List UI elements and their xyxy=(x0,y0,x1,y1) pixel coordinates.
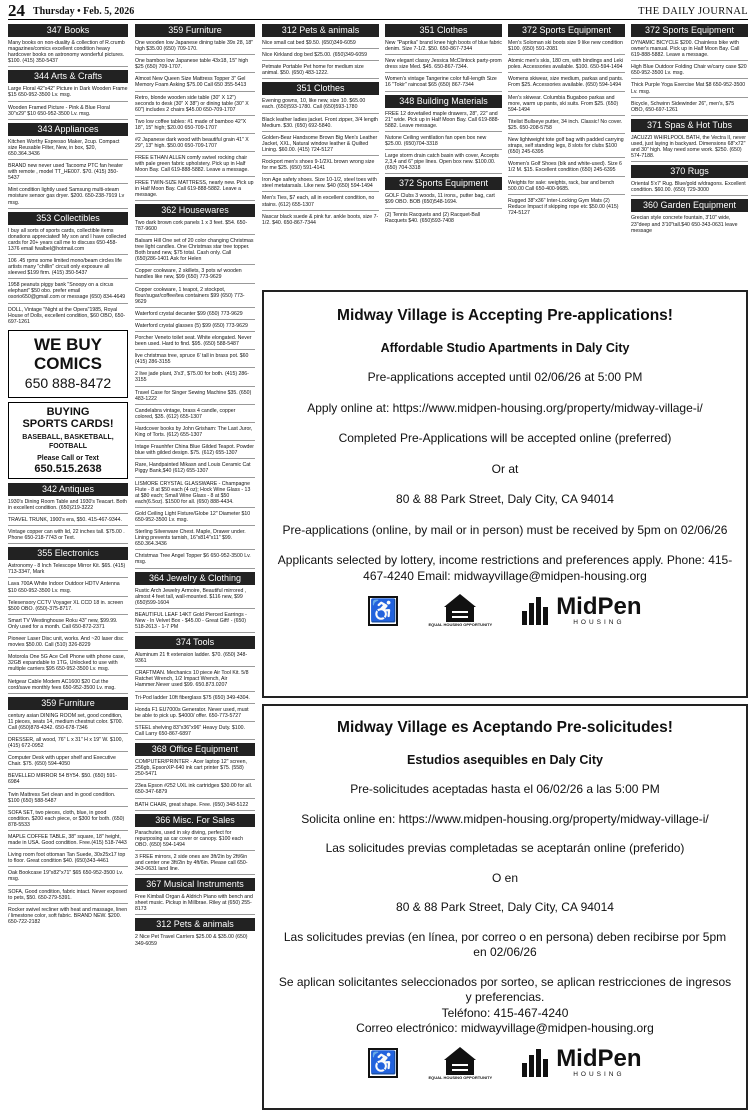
accessibility-icon: ♿ xyxy=(368,1048,398,1078)
classified-ad: Bicycle, Schwinn Sidewinder 26", men's, $75 OBO, 650-697-1261 xyxy=(631,101,748,116)
classified-ad: century asian DINING ROOM set, good condition, 11 pieces, seats 14, medium chestnut color. $700. Call (650)878-4342. 650-678-7346 xyxy=(8,713,128,734)
classified-ad: BRAND new never used Tacoomz PTC fan heater with remote , model TT_HE007. $70. (415) 350-5437 xyxy=(8,163,128,184)
classified-ad: Mint condition lightly used Samsung multi-steam moisture sensor gas dryer. $200. 650-238-7919 Lv msg. xyxy=(8,187,128,208)
classified-ad: Rugged 38"x36" Inter-Locking Gym Mats (2) Reduce Impact if skipping rope etc $50.00 (415) 724-5127 xyxy=(508,197,619,216)
ad-title: Midway Village es Aceptando Pre-solicitudes! xyxy=(337,719,673,736)
midpen-icon xyxy=(522,1049,550,1077)
classified-ad: 2 Nice Pet Travel Carriers $25.00 & $35.00 (650) 349-6059 xyxy=(135,934,248,947)
classified-ad: Rare, Handpainted Mikasn and Louis Ceramic Cat Piggy Bank,$40 (612) 655-1307 xyxy=(135,462,255,477)
classified-ad: Twin Mattress Set clean and in good condition. $100 (650) 588-5487 xyxy=(8,792,128,807)
classified-ad: Iron Age safety shoes. Size 10-1/2, steel toes with steel metatarsals. Like new. $40 (650) 594-1494 xyxy=(262,177,379,192)
section-header: 342 Antiques xyxy=(8,483,128,496)
classified-ad: DRESSER, all wood, 76" L x 31" H x 19" W. $100, (415) 672-0952 xyxy=(8,737,128,752)
classified-ad: 1958 peanuts piggy bank "Snoopy on a circus elephant" $50 obo. prefer email osorio650@gmail.com or message (650) 834-4649 xyxy=(8,282,128,303)
classified-ad: Waterford crystal decanter $99 (650) 773-9629 xyxy=(135,311,255,320)
classified-ad: Evening gowns, 10, like new, size 10. $65.00 each. (650)593-1780. Call (650)593-1780 xyxy=(262,98,379,113)
classified-ad: 1930's Dining Room Table and 1930's Teacart. Both in excellent condition. (650)219-3222 xyxy=(8,499,128,514)
classified-ad: Candelabra vintage, brass 4 candle, copper colored, $35. (612) 655-1307 xyxy=(135,408,255,423)
we-buy-comics-ad xyxy=(8,330,128,398)
classifieds-column-3 xyxy=(262,24,379,286)
buying-sports-cards-ad xyxy=(8,402,128,479)
classified-ad: 106 .45 rpms some limited mono/beam circles life artists many "chillin" circuit only exposure all sleeved $199 firm. (415) 350-5437 xyxy=(8,258,128,279)
classified-ad: Lava 700A White Indoor Outdoor HDTV Antenna $10 650-952-3500 Lv. msg. xyxy=(8,581,128,596)
classified-ad: Rockport men's shoes 9-1/2XL brown wrong size for me $25. (650) 591-4141 xyxy=(262,159,379,174)
classified-ad: Black leather ladies jacket. Front zipper, 3/4 length Medium. $30. (650) 692-5840. xyxy=(262,117,379,132)
classified-ad: Vintage copper can with lid, 22 inches tall. $75.00 . Phone 650-218-7743 or Text. xyxy=(8,529,128,544)
section-header: 368 Office Equipment xyxy=(135,743,255,756)
classified-ad: Netgear Cable Modem AC1600 $20 Cut the cord/save monthly fees 650-952-3500 Lv. msg. xyxy=(8,679,128,694)
cards-ad-phone: 650.515.2638 xyxy=(34,462,102,475)
classified-ad: Living room foot ottoman Tan Suede, 30x25x17 top to floor. Great condition $40. (650)343-4461 xyxy=(8,852,128,867)
section-header: 372 Sports Equipment xyxy=(631,24,748,37)
equal-housing-icon: EQUAL HOUSING OPPORTUNITY xyxy=(428,1047,492,1080)
section-header: 360 Garden Equipment xyxy=(631,199,748,212)
classified-ad: DOLL, Vintage "Night at the Opera"1985, Royal House of Dolls, excellent condition, $60 OBO, 650-697-1261 xyxy=(8,306,126,325)
ad-title: Midway Village is Accepting Pre-applications! xyxy=(337,307,673,324)
classified-ad: New "Paprika" brand knee high boots of blue fabric denim. Size 7-1/2. $50. 650-867-7344 xyxy=(385,40,502,55)
classified-ad: Porcher Veneto toilet seat. White elongated. Never been used. Hard to find. $95. (650) 588-5487 xyxy=(135,335,255,350)
cards-ad-line2: SPORTS CARDS! xyxy=(22,417,114,430)
classified-ad: Smart TV Westinghouse Roku 43" new, $99.99. Only used for a month. Call 650-872-2371 xyxy=(8,618,128,633)
classified-ad: Travel Case for Singer Sewing Machine $35. (650) 483-1222 xyxy=(135,390,255,405)
classified-ad: Motorola One 5G Ace Cell Phone with phone case, 32GB expandable to 1TG, Unlocked to use with multiple carriers $95 650-952-3500 Lv. msg. xyxy=(8,654,128,675)
classified-ad: Oak Bookcase 19"x82"x71" $65 650-952-3500 Lv. msg. xyxy=(8,870,128,885)
classified-ad: Nice Kirkland dog bed $25.00. (650)349-6059 xyxy=(262,52,379,61)
classified-ad: Wooden Framed Picture - Pink & Blue Floral 30"x29" $10 650-952-3500 Lv. msg. xyxy=(8,105,128,120)
ad-line: Pre-applications (online, by mail or in person) must be received by 5pm on 02/06/26 xyxy=(282,522,728,537)
section-header: 372 Sports Equipment xyxy=(508,24,625,37)
ad-line: Pre-solicitudes aceptadas hasta el 06/02/26 a las 5:00 PM xyxy=(350,782,660,796)
classified-ad: Copper cookware, 2 skillets, 3 pots w/ wooden handles like new, $99 (650) 773-9629 xyxy=(135,268,255,283)
classified-ad: Telesensory CCTV Voyager XL CCD 18 in. screen $500 OBO. (650)-375-8717. xyxy=(8,600,128,615)
classified-ad: MAPLE COFFEE TABLE, 38" square, 18" height, made in USA. Good condition. Free.(415) 518-7443 xyxy=(8,834,128,849)
classifieds-column-6 xyxy=(631,24,748,286)
section-header: 364 Jewelry & Clothing xyxy=(135,572,255,585)
section-header: 371 Spas & Hot Tubs xyxy=(631,119,748,132)
classified-ad: Retro, blonde wooden side table (30" X 12") seconds to desk (30" X 38") or dining table (30" X 60") includes 2 chairs $45.00 650-709-1707 xyxy=(135,95,255,116)
classified-ad: live christmas tree, spruce 6' tall in brass pot. $60 (415) 286-3155 xyxy=(135,353,255,368)
ad-subtitle: Affordable Studio Apartments in Daly City xyxy=(380,341,630,355)
classified-ad: New lightweight tote golf bag with padded carrying straps, self standing legs, 8 slots for clubs $100 (650) 245-6395 xyxy=(508,137,625,158)
classified-ad: Two low coffee tables: #1 made of bamboo 42"X 18", 15" high; $20.00 650-709-1707 xyxy=(135,119,255,134)
classified-ad: Parachutes, used in sky diving, perfect for repurposing as car cover or canopy. $100 each OBO. (650) 594-1494 xyxy=(135,830,255,851)
cards-ad-line3: BASEBALL, BASKETBALL, FOOTBALL xyxy=(22,433,114,450)
section-header: 351 Clothes xyxy=(385,24,502,37)
classified-ad: TRAVEL TRUNK, 1900's era, $50. 415-467-9344. xyxy=(8,517,128,526)
classified-ad: Large storm drain catch basin with cover, Accepts 2,3,4 and 6" pipe lines. Open box new. $100.00. (650) 704-3318 xyxy=(385,153,502,174)
classifieds-column-2 xyxy=(135,24,255,1112)
classified-ad: Sterling Silverware Chest. Maple, Drawer under. Lining prevents tarnish, 16"x814"x11" $99. 650.364.3436 xyxy=(135,529,255,550)
ad-line: Or at xyxy=(491,461,519,476)
section-header: 312 Pets & animals xyxy=(262,24,379,37)
ad-line: Teléfono: 415-467-4240 xyxy=(441,1005,569,1020)
classified-ad: Nutone Ceiling ventilation fan open box new $25.00. (650)704-3318 xyxy=(385,135,502,150)
classified-ad: (2) Tennis Racquets and (2) Racquet-Ball Racquets $40. (650)593-7408 xyxy=(385,211,481,224)
classified-ad: Two dark brown cork panels 1 x 3 feet. $54. 650-787-9600 xyxy=(135,220,255,235)
classified-ad: Nascar black suede & pink fur. ankle boots, size 7-1/2. $40. 650-867-7344 xyxy=(262,213,379,226)
section-header: 362 Housewares xyxy=(135,204,255,217)
classified-ad: DYNAMIC BICYCLE $200. Chainless bike with owner's manual. Pick up in Half Moon Bay. Call 619-888-5882. Leave a message. xyxy=(631,40,748,61)
classified-ad: FREE TWIN-SIZE MATTRESS, nearly new. Pick up in Half Moon Bay. Call 619-888-5882. Leave a message. xyxy=(135,180,255,201)
section-header: 351 Clothes xyxy=(262,82,379,95)
classified-ad: Balsam Hill One set of 20 color changing Christmas tree light candles. One Christmas star tree topper. Both brand new, $75 total. Cash only. Call (650)286-1401 Ask for Helen xyxy=(135,238,255,265)
classified-ad: BEVELLED MIRROR 54 BY54. $50. (650) 591-6984 xyxy=(8,773,128,788)
ad-line: Pre-applications accepted until 02/06/26 at 5:00 PM xyxy=(367,370,643,384)
ad-line: Applicants selected by lottery, income restrictions and preferences apply. Phone: 415-467-4240 Email: midwayvillage@midpen-housing.org xyxy=(277,553,733,583)
classified-ad: Golden-Bear Handsome Brown Big Men's Leather Jacket, XXL, Natural window leather & Quilted Lining. $60.00. (415) 724-5127 xyxy=(262,135,379,156)
ad-line: Completed Pre-Applications will be accepted online (preferred) xyxy=(338,431,672,445)
classifieds-column-5 xyxy=(508,24,625,286)
cards-ad-line4: Please Call or Text xyxy=(37,454,99,462)
cards-ad-line1: BUYING xyxy=(46,405,90,418)
classified-ad: Petmate Portable Pet home for medium size animal. $50. (650) 483-1222. xyxy=(262,64,379,79)
classified-ad: LISMORE CRYSTAL GLASSWARE - Champagne Flute - 8 at $50 each (4 oz); Hock Wine Glass - 13 at $80 each; Small Wine Glass - 8 at $50 each(6.5oz). $1500 for all. (650) 888-4434. xyxy=(135,481,255,508)
ad-logos xyxy=(276,1047,734,1080)
classified-ad: 2 live jade plant, 3'x3', $75.00 for both. (415) 286-3155 xyxy=(135,371,255,386)
midway-village-ad-spanish xyxy=(262,704,748,1110)
equal-housing-icon: EQUAL HOUSING OPPORTUNITY xyxy=(428,594,492,627)
classified-ad: Rocker swivel recliner with heat and massage, linen / limestone color, soft fabric. BRAND NEW. $200. 650-722-2182 xyxy=(8,906,128,925)
section-header: 372 Sports Equipment xyxy=(385,177,502,190)
classified-ad: STEEL shelving 83"x36"x96" Heavy Duty. $100. Call Larry 650-867-6897 xyxy=(135,725,255,740)
classified-ad: One wooden low Japanese dining table 39x 28, 18" high $35.00 (650) 709-170. xyxy=(135,40,255,55)
classified-ad: Thick Purple Yoga Exercise Mat $8 650-952-3500 Lv. msg. xyxy=(631,82,748,97)
midpen-logo: MidPen HOUSING xyxy=(522,1047,641,1079)
classified-ad: New elegant classy Jessica McClintock party-prom dress size Med. $45. 650-867-7344. xyxy=(385,58,502,73)
section-header: 370 Rugs xyxy=(631,165,748,178)
section-header: 312 Pets & animals xyxy=(135,918,255,931)
classified-ad: Nice small cat bed $9.50. (650)349-6059 xyxy=(262,40,379,49)
classified-ad: Women's vintage Tangerine color full-length Size 16 "Tokir" raincoat $65 (650) 867-7344 xyxy=(385,76,502,91)
midway-village-ad-english xyxy=(262,290,748,698)
masthead: THE DAILY JOURNAL xyxy=(638,6,748,17)
classified-ad: Large Floral 42"x42" Picture in Dark Wooden Frame $15 650-952-3500 Lv. msg. xyxy=(8,86,128,101)
classified-ad: Weights for sale: weights, rack, bar and bench 500.00 Call 650-400-9685. xyxy=(508,180,625,195)
classified-ad: 23ea Epson #252 UXL ink cartridges $30.00 for all. 650-347-6879 xyxy=(135,783,255,798)
classified-ad: FREE 12 dovetailed maple drawers, 28", 22" and 21" wide. Pick up in Half Moon Bay. Call 619-888-5882. Leave message. xyxy=(385,111,502,132)
section-header: 374 Tools xyxy=(135,636,255,649)
classified-ad: Womens skiwear, size medium, parkas and pants. From $25. Accessories available. (650) 594-1494 xyxy=(508,76,625,91)
ad-line: Las solicitudes previas (en línea, por correo o en persona) deben recibirse por 5pm en 02/06/26 xyxy=(283,929,727,959)
classified-ad: Intage Fraunhfer China Blue Gilded Teapot. Powder blue with gilded design. $75. (612) 655-1307 xyxy=(135,444,255,459)
classified-ad: Hardcover books by John Grisham: The Last Juror, King of Torts. (612) 655-1307 xyxy=(135,426,255,441)
section-header: 355 Electronics xyxy=(8,547,128,560)
classified-ad: COMPUTER/PRINTER - Acer laptop 12" screen, 256gb, EpsonXP-640 ink cart printer $75. (558) 250-5471 xyxy=(135,759,255,780)
classified-ad: Free Kimball Organ & Aldrich Piano with bench and sheet music. Pickup in Millbrae. Riley at (650) 255-8173 xyxy=(135,894,255,915)
section-header: 353 Collectibles xyxy=(8,212,128,225)
classified-ad: FREE ETHAN ALLEN comfy swivel rocking chair with pale green fabric upholstery. Pick up in Half Moon Bay. Call 619-888-5882. Leave a message. xyxy=(135,155,255,176)
classified-ad: One bamboo low Japanese table 43x18, 15" high $25 (650) 709-1707. xyxy=(135,58,255,73)
classified-ad: High Blue Outdoor Folding Chair w/carry case $20 650-952-3500 Lv. msg. xyxy=(631,64,748,79)
classified-ad: GOLF Clubs 3 woods, 11 irons,, putter bag, cart $99 OBO. BOB (650)548-1694. xyxy=(385,193,502,208)
ad-line: Correo electrónico: midwayvillage@midpen-housing.org xyxy=(356,1021,654,1035)
ad-line: Solicita online en: https://www.midpen-housing.org/property/midway-village-i/ xyxy=(301,811,709,826)
classified-ad: JACUZZI WHIRLPOOL BATH, the Vectra II, never used, just laying in backyard. Dimensions 68"x72" and 30" high. May need some work. $250. (650) 574-7188. xyxy=(631,135,748,162)
accessibility-icon: ♿ xyxy=(368,596,398,626)
comics-ad-phone: 650 888-8472 xyxy=(24,374,112,391)
classified-ad: Tri-Pod ladder 10ft fiberglass $75 (650) 349-4304. xyxy=(135,695,255,704)
classifieds-column-1 xyxy=(8,24,128,1112)
classified-ad: Men's Ties, $7 each, all in excellent condition, no stains. (612) 655-1307 xyxy=(262,195,379,210)
section-header: 366 Misc. For Sales xyxy=(135,814,255,827)
classified-ad: BATH CHAIR, great shape. Free. (650) 348-5122 xyxy=(135,802,255,811)
classified-ad: Astronomy - 8 Inch Telescope Mirror Kit. $65. (415) 713-3347, Mark xyxy=(8,563,128,578)
classified-ad: Men's skiwear. Columbia Bugaboo parkas and more, warm up pants, ski suits. From $25. (650) 594-1494 xyxy=(508,95,625,116)
section-header: 344 Arts & Crafts xyxy=(8,70,128,83)
classified-ad: Oriental 5'x7' Rug. Blue/gold w/dragons. Excellent condition. $60.00. (650) 729-3000 xyxy=(631,181,748,196)
classified-ad: Men's Soloman ski boots size 9 like new condition $100. (650) 591-2081 xyxy=(508,40,625,55)
section-header: 348 Building Materials xyxy=(385,95,502,108)
midpen-logo: MidPen HOUSING xyxy=(522,595,641,627)
classified-ad: Women's Golf Shoes (blk and white-used). Size 6 1/2 M. $15. Excellent condition (650) 245-6395 xyxy=(508,161,625,176)
classified-ad: Atomic men's skis, 180 cm, with bindings and Leki poles. Accessories available. $100. 650-594-1494 xyxy=(508,58,625,73)
classified-ad: I buy all sorts of sports cards, collectible items donations appreciated! My son and I have collected cards for 20+ years call me to discuss 650-458-1376 email fwalbel@hotmail.com xyxy=(8,228,128,255)
classified-ad: Aluminum 21 ft extension ladder. $70. (650) 348-9361 xyxy=(135,652,255,667)
ad-line: Apply online at: https://www.midpen-housing.org/property/midway-village-i/ xyxy=(307,400,703,415)
section-header: 359 Furniture xyxy=(8,697,128,710)
ad-line: 80 & 88 Park Street, Daly City, CA 94014 xyxy=(396,900,614,914)
issue-date: Thursday • Feb. 5, 2026 xyxy=(33,6,135,17)
classified-ad: Waterford crystal glasses (5) $99 (650) 773-9629 xyxy=(135,323,255,332)
section-header: 347 Books xyxy=(8,24,128,37)
page-header xyxy=(8,2,748,20)
midpen-icon xyxy=(522,597,550,625)
page-number: 24 xyxy=(8,1,25,20)
classified-ad: Grecian style concrete fountain, 3'10" wide, 23"deep and 3'10"tall.$40 650-343-0631 leave message xyxy=(631,215,738,234)
classified-ad: Kitchen Worthy Espresso Maker, 2cup. Compact size Reusable Filter, New, in box, $20, 650.364.3436 xyxy=(8,139,128,160)
classified-ad: Many books on non-duality & collection of R.crumb magazines/comics excellent condition heavy hardcover books on astronomy wonderful pictures. $100. (415) 350-5437 xyxy=(8,40,128,67)
classified-ad: 3 FREE mirrors, 2 side ones are 3ft/2in by 2ft/6in and center one 3ft/2in by 4ft/6in. Please call 650-343-0631 land line. xyxy=(135,854,255,875)
section-header: 343 Appliances xyxy=(8,123,128,136)
classified-ad: CRAFTMAN. Mechanics 10 piece Air Tool Kit. 5/8 Ratchet Wrench, 1/2 Impact Wrench, Air Hammer.Never used $99. 650.873.0207 xyxy=(135,670,255,691)
classified-ad: Almost New Queen Size Mattress Topper 3" Gel Memory Foam Asking $75.00 Call 650 355-5413 xyxy=(135,76,255,91)
classified-ad: Gold Ceiling Light Fixture/Globe 12" Diameter $10 650-952-3500 Lv. msg. xyxy=(135,511,255,526)
section-header: 359 Furniture xyxy=(135,24,255,37)
ad-subtitle: Estudios asequibles en Daly City xyxy=(407,753,603,767)
classified-ad: #2 Japanese dark wood with beautiful grain 41" X 29", 13" high. $50.00 650-709-1707 xyxy=(135,137,255,152)
classified-ad: Honda F1 EU7000s Generator. Never used, must be able to pick up. $4000/ offer. 650-773-5727 xyxy=(135,707,255,722)
classified-ad: Christmas Tree Angel Topper $6 650-952-3500 Lv. msg. xyxy=(135,553,255,568)
classified-ad: BEAUTIFUL LEAF 14KT Gold Pierced Earrings - New - In Velvet Box - $45.00 - Great Gift! - (650) 518-2613 - 1-7 PM xyxy=(135,612,255,633)
classified-ad: Titelist Bullseye putter, 34 inch. Classic! No cover. $25. 650-208-5758 xyxy=(508,119,625,134)
ad-logos xyxy=(276,594,734,627)
classified-ad: SOFA SET, two pieces, cloth, blue, in good condition. $200 each piece, or $300 for both. (650) 878-5533 xyxy=(8,810,128,831)
classified-ad: SOFA, Good condition, fabric intact. Never exposed to pets, $50. 650-279-5391. xyxy=(8,889,128,904)
ad-line: Se aplican solicitantes seleccionados por sorteo, se aplican restricciones de ingresos y preferencias. xyxy=(278,974,732,1004)
classifieds-column-4 xyxy=(385,24,502,286)
ad-line: Las solicitudes previas completadas se aceptarán online (preferido) xyxy=(325,841,685,855)
classified-ad: Copper cookware, 1 teapot, 2 stockpot, flour/sugar/coffee/tea containers $99 (650) 773-9629 xyxy=(135,287,255,308)
comics-ad-line2: COMICS xyxy=(34,353,102,373)
classified-ad: Pioneer Laser Disc unit, works. And ~20 laser disc movies $50.00. Call (510) 326-8229 xyxy=(8,636,128,651)
section-header: 367 Musical Instruments xyxy=(135,878,255,891)
classified-ad: Computer Desk with upper shelf and Executive Chair. $75. (650) 594-4050 xyxy=(8,755,128,770)
classified-ad: Rustic Arch Jewelry Armoire, Beautiful mirrored , almost 4 feet tall, wall-mounted. $116 new, $99 (650)599-1604 xyxy=(135,588,255,609)
ad-line: O en xyxy=(491,870,518,885)
comics-ad-line1: WE BUY xyxy=(34,334,102,354)
ad-line: 80 & 88 Park Street, Daly City, CA 94014 xyxy=(396,492,614,506)
